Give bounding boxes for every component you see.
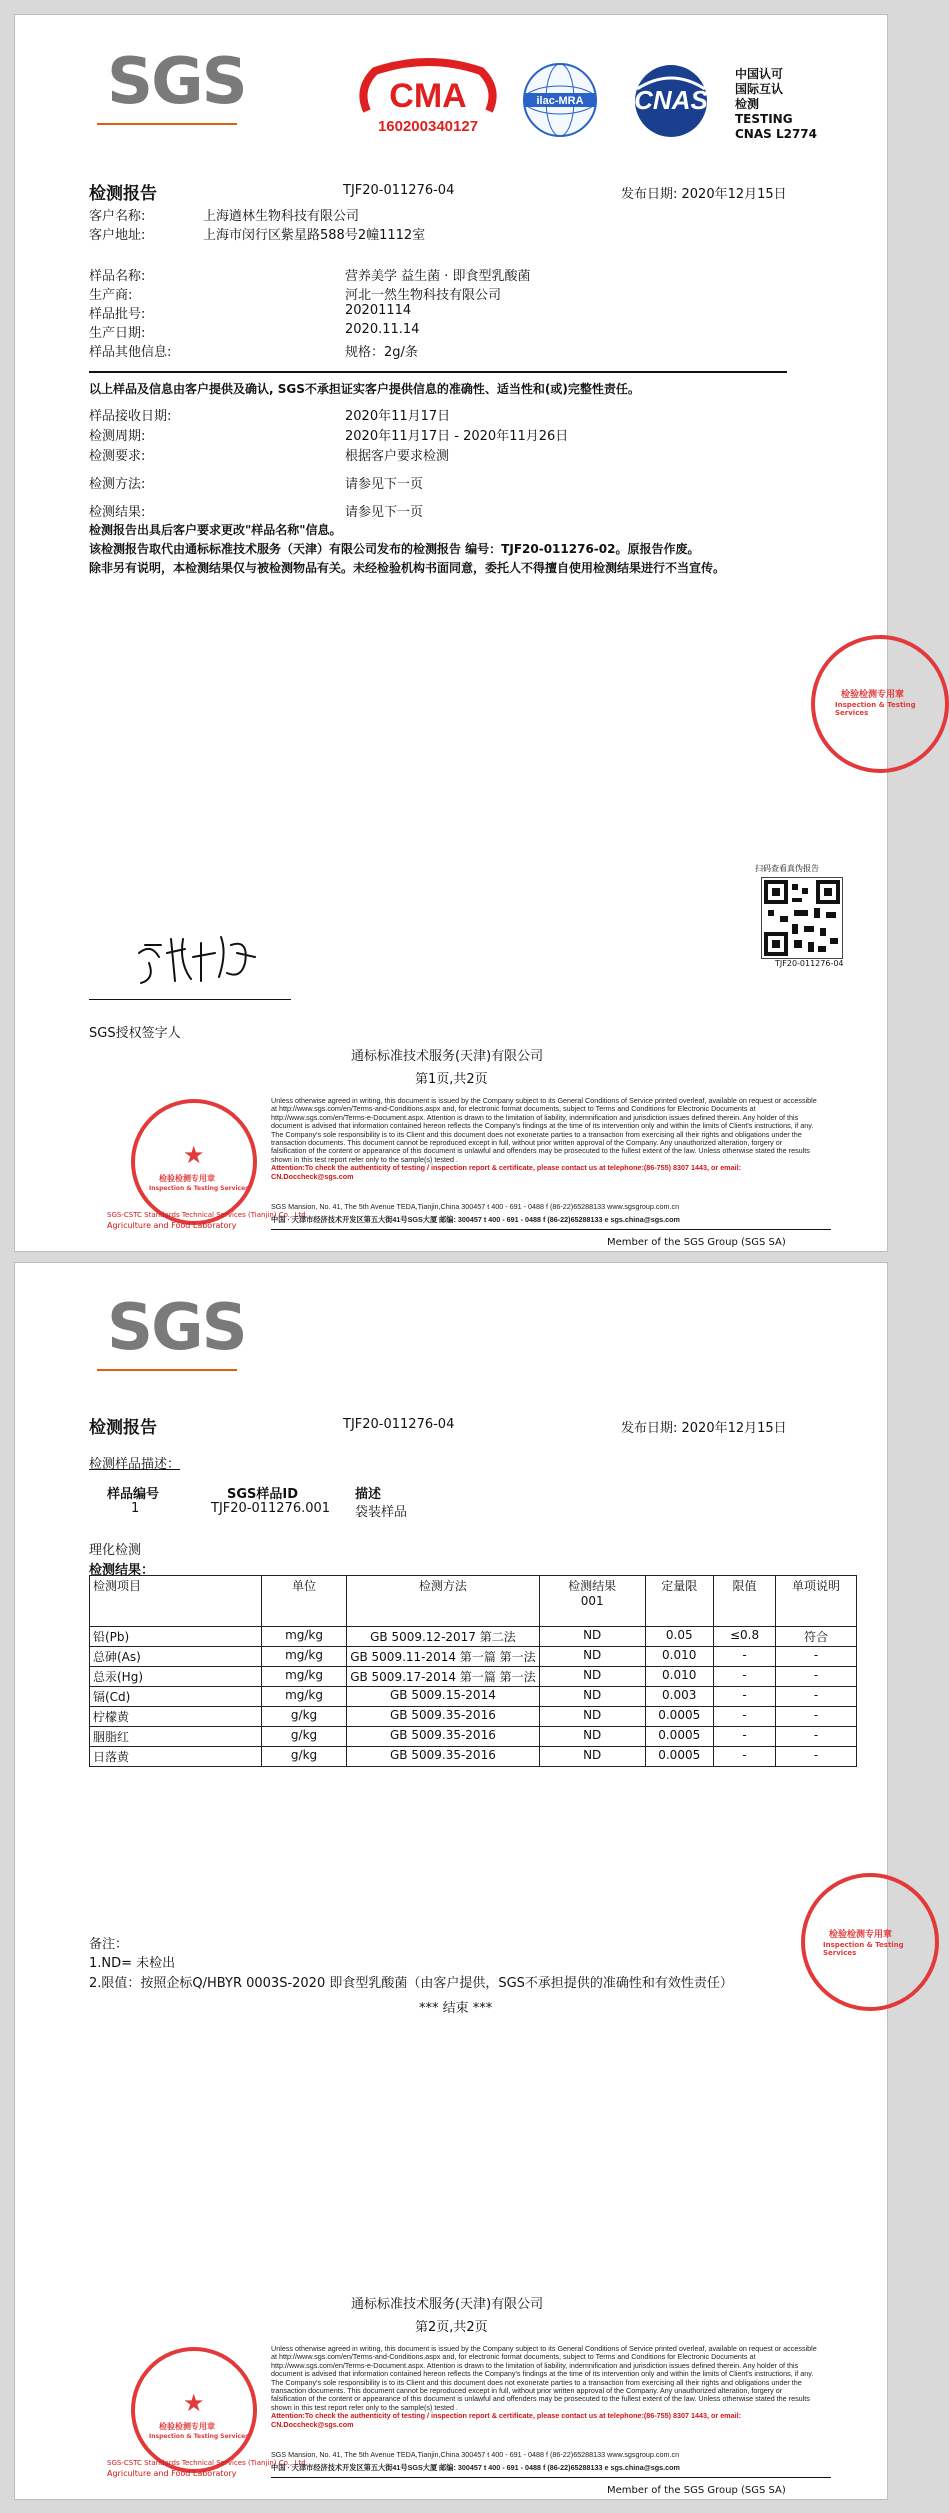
remarks-title: 备注： bbox=[89, 1937, 129, 1952]
cell-unit: mg/kg bbox=[262, 1687, 347, 1707]
report-number: TJF20-011276-04 bbox=[343, 183, 455, 198]
sample-desc: 袋装样品 bbox=[355, 1505, 408, 1520]
cell-unit: g/kg bbox=[262, 1747, 347, 1767]
note-2: 该检测报告取代由通标标准技术服务（天津）有限公司发布的检测报告 编号：TJF20-011276-02。原报告作废。 bbox=[89, 542, 700, 556]
report-number: TJF20-011276-04 bbox=[343, 1417, 455, 1432]
receipt-date: 2020年11月17日 bbox=[345, 409, 451, 424]
star-icon: ★ bbox=[183, 1141, 205, 1169]
cma-mark-icon bbox=[353, 59, 503, 135]
authenticity-attention: Attention:To check the authenticity of testing / inspection report & certificate, please contact us at telephone:(86-755) 8307 1443, or email: CN.Doccheck@sgs.com bbox=[271, 2411, 741, 2429]
lab-sub: Agriculture and Food Laboratory bbox=[107, 2469, 237, 2478]
table-row bbox=[90, 1667, 857, 1687]
report-page-2 bbox=[14, 1262, 904, 2500]
batch-number: 20201114 bbox=[345, 303, 412, 318]
report-notes bbox=[89, 521, 789, 578]
col-result: 检测结果 001 bbox=[539, 1576, 645, 1627]
cma-number: 160200340127 bbox=[377, 118, 479, 135]
table-row bbox=[90, 1687, 857, 1707]
ilac-globe-icon bbox=[519, 61, 601, 139]
cell-item: 日落黄 bbox=[90, 1747, 262, 1767]
col-limit: 限值 bbox=[713, 1576, 775, 1627]
mr-line-3: 检测 bbox=[735, 97, 760, 111]
lab-sub: Agriculture and Food Laboratory bbox=[107, 1221, 237, 1230]
cell-method: GB 5009.15-2014 bbox=[347, 1687, 540, 1707]
test-request-label: 检测要求: bbox=[89, 449, 146, 464]
col-item: 检测项目 bbox=[90, 1576, 262, 1627]
note-1: 检测报告出具后客户要求更改"样品名称"信息。 bbox=[89, 523, 342, 537]
results-table bbox=[89, 1575, 857, 1767]
cell-result: ND bbox=[539, 1647, 645, 1667]
test-result-label: 检测结果: bbox=[89, 505, 146, 520]
cnas-logo bbox=[615, 63, 727, 139]
mutual-recognition-text bbox=[735, 67, 817, 142]
sgs-logo-rule bbox=[97, 1369, 237, 1371]
cell-item: 总砷(As) bbox=[90, 1647, 262, 1667]
svg-text:ilac-MRA: ilac-MRA bbox=[536, 95, 584, 107]
cell-note: - bbox=[776, 1707, 857, 1727]
cell-item: 柠檬黄 bbox=[90, 1707, 262, 1727]
signature-line bbox=[89, 999, 291, 1000]
cell-unit: mg/kg bbox=[262, 1627, 347, 1647]
member-line: Member of the SGS Group (SGS SA) bbox=[607, 1237, 786, 1248]
cell-note: - bbox=[776, 1687, 857, 1707]
results-header-row bbox=[90, 1576, 857, 1627]
note-3: 除非另有说明，本检测结果仅与被检测物品有关。未经检验机构书面同意，委托人不得擅自使用检测结果进行不当宣传。 bbox=[89, 561, 726, 575]
cell-result: ND bbox=[539, 1667, 645, 1687]
table-row bbox=[90, 1727, 857, 1747]
test-method-label: 检测方法: bbox=[89, 477, 146, 492]
other-info-label: 样品其他信息: bbox=[89, 345, 172, 360]
cell-result: ND bbox=[539, 1687, 645, 1707]
cell-result: ND bbox=[539, 1727, 645, 1747]
cell-loq: 0.010 bbox=[645, 1647, 713, 1667]
cell-item: 胭脂红 bbox=[90, 1727, 262, 1747]
page-number: 第2页,共2页 bbox=[415, 2320, 488, 2335]
cell-limit: - bbox=[713, 1707, 775, 1727]
footer-rule bbox=[271, 2477, 831, 2478]
cell-loq: 0.0005 bbox=[645, 1727, 713, 1747]
address-en: SGS Mansion, No. 41, The 5th Avenue TEDA,Tianjin,China 300457 t 400 - 691 - 0488 f (86-22)65288133 www.sgsgroup.com.cn bbox=[271, 1202, 680, 1211]
test-method: 请参见下一页 bbox=[345, 477, 424, 492]
receipt-date-label: 样品接收日期: bbox=[89, 409, 172, 424]
cell-limit: - bbox=[713, 1647, 775, 1667]
test-period-label: 检测周期: bbox=[89, 429, 146, 444]
client-address: 上海市闵行区紫星路588号2幢1112室 bbox=[203, 228, 426, 243]
mr-line-2: 国际互认 bbox=[735, 82, 784, 96]
col-loq: 定量限 bbox=[645, 1576, 713, 1627]
sgs-logo: SGS bbox=[107, 1291, 246, 1365]
cell-limit: - bbox=[713, 1747, 775, 1767]
address-cn: 中国 · 天津市经济技术开发区第五大街41号SGS大厦 邮编: 300457 t 400 - 691 - 0488 f (86-22)65288133 e sgs.china@sgs.com bbox=[271, 2463, 680, 2472]
test-period: 2020年11月17日 - 2020年11月26日 bbox=[345, 429, 569, 444]
cell-loq: 0.0005 bbox=[645, 1707, 713, 1727]
qr-caption: 扫码查看真伪报告 bbox=[755, 864, 819, 873]
qr-code-icon[interactable] bbox=[761, 877, 843, 959]
lab-name: SGS-CSTC Standards Technical Services (Tianjin) Co., Ltd. bbox=[107, 1211, 308, 1219]
ilac-mra-logo bbox=[519, 61, 601, 139]
member-line: Member of the SGS Group (SGS SA) bbox=[607, 2485, 786, 2496]
client-name-label: 客户名称: bbox=[89, 209, 146, 224]
address-en: SGS Mansion, No. 41, The 5th Avenue TEDA,Tianjin,China 300457 t 400 - 691 - 0488 f (86-22)65288133 www.sgsgroup.com.cn bbox=[271, 2450, 680, 2459]
footer-rule bbox=[271, 1229, 831, 1230]
cell-method: GB 5009.35-2016 bbox=[347, 1747, 540, 1767]
report-title: 检测报告 bbox=[89, 1418, 157, 1438]
footer-seal-stamp: ★ 检验检测专用章 Inspection & Testing Services bbox=[131, 1099, 257, 1225]
cell-method: GB 5009.35-2016 bbox=[347, 1727, 540, 1747]
cell-result: ND bbox=[539, 1707, 645, 1727]
cell-loq: 0.003 bbox=[645, 1687, 713, 1707]
cell-limit: - bbox=[713, 1727, 775, 1747]
client-name: 上海遒林生物科技有限公司 bbox=[203, 209, 360, 224]
sample-name: 营养美学 益生菌 · 即食型乳酸菌 bbox=[345, 269, 531, 284]
footer-seal-stamp: ★ 检验检测专用章 Inspection & Testing Services bbox=[131, 2347, 257, 2473]
cma-logo bbox=[353, 59, 503, 135]
authenticity-attention: Attention:To check the authenticity of testing / inspection report & certificate, please contact us at telephone:(86-755) 8307 1443, or email: CN.Doccheck@sgs.com bbox=[271, 1163, 741, 1181]
cma-letters: CMA bbox=[389, 77, 467, 115]
cell-unit: mg/kg bbox=[262, 1667, 347, 1687]
signature-image bbox=[131, 923, 261, 997]
cell-loq: 0.010 bbox=[645, 1667, 713, 1687]
cell-unit: g/kg bbox=[262, 1727, 347, 1747]
test-request: 根据客户要求检测 bbox=[345, 449, 450, 464]
signatory-label: SGS授权签字人 bbox=[89, 1026, 181, 1041]
cell-note: - bbox=[776, 1647, 857, 1667]
lab-name: SGS-CSTC Standards Technical Services (Tianjin) Co., Ltd. bbox=[107, 2459, 308, 2467]
cell-note: - bbox=[776, 1667, 857, 1687]
test-category: 理化检测 bbox=[89, 1543, 142, 1558]
production-date: 2020.11.14 bbox=[345, 322, 420, 337]
table-row bbox=[90, 1647, 857, 1667]
mr-line-5: CNAS L2774 bbox=[735, 127, 818, 141]
cnas-mark-icon bbox=[615, 63, 727, 139]
mr-line-1: 中国认可 bbox=[735, 67, 784, 81]
cell-result: ND bbox=[539, 1627, 645, 1647]
results-body bbox=[90, 1627, 857, 1767]
sample-no: 1 bbox=[131, 1501, 140, 1516]
address-cn: 中国 · 天津市经济技术开发区第五大街41号SGS大厦 邮编: 300457 t 400 - 691 - 0488 f (86-22)65288133 e sgs.china@sgs.com bbox=[271, 1215, 680, 1224]
cell-method: GB 5009.17-2014 第一篇 第一法 bbox=[347, 1667, 540, 1687]
handwritten-signature-icon bbox=[131, 923, 261, 993]
cell-method: GB 5009.12-2017 第二法 bbox=[347, 1627, 540, 1647]
cell-result: ND bbox=[539, 1747, 645, 1767]
qr-report-number: TJF20-011276-04 bbox=[775, 959, 844, 968]
manufacturer: 河北一然生物科技有限公司 bbox=[345, 288, 502, 303]
page-number: 第1页,共2页 bbox=[415, 1072, 488, 1087]
cell-limit: - bbox=[713, 1687, 775, 1707]
production-date-label: 生产日期: bbox=[89, 326, 146, 341]
sgs-logo-rule bbox=[97, 123, 237, 125]
issue-date: 发布日期: 2020年12月15日 bbox=[621, 187, 787, 202]
cell-loq: 0.0005 bbox=[645, 1747, 713, 1767]
col-method: 检测方法 bbox=[347, 1576, 540, 1627]
table-row bbox=[90, 1707, 857, 1727]
remark-1: 1.ND= 未检出 bbox=[89, 1956, 176, 1971]
end-mark: *** 结束 *** bbox=[419, 2001, 493, 2016]
cell-method: GB 5009.35-2016 bbox=[347, 1707, 540, 1727]
svg-text:CNAS: CNAS bbox=[634, 85, 708, 115]
batch-label: 样品批号: bbox=[89, 307, 146, 322]
desc-header: 描述 bbox=[355, 1487, 382, 1502]
company-name: 通标标准技术服务(天津)有限公司 bbox=[351, 2297, 544, 2312]
cell-item: 镉(Cd) bbox=[90, 1687, 262, 1707]
cell-loq: 0.05 bbox=[645, 1627, 713, 1647]
section-rule bbox=[89, 371, 787, 373]
col-unit: 单位 bbox=[262, 1576, 347, 1627]
seal-stamp-right: 检验检测专用章 Inspection & Testing Services bbox=[801, 1873, 939, 2011]
cell-note: 符合 bbox=[776, 1627, 857, 1647]
cell-limit: ≤0.8 bbox=[713, 1627, 775, 1647]
cell-limit: - bbox=[713, 1667, 775, 1687]
cell-item: 铅(Pb) bbox=[90, 1627, 262, 1647]
sample-no-header: 样品编号 bbox=[107, 1487, 160, 1502]
client-address-label: 客户地址: bbox=[89, 228, 146, 243]
mr-line-4: TESTING bbox=[735, 112, 793, 126]
remark-2: 2.限值：按照企标Q/HBYR 0003S-2020 即食型乳酸菌（由客户提供，SGS不承担提供的准确性和有效性责任） bbox=[89, 1976, 733, 1991]
table-row bbox=[90, 1627, 857, 1647]
terms-text: Unless otherwise agreed in writing, this document is issued by the Company subject to its General Conditions of Service printed overleaf, available on request or accessible at http://www.sgs.com/en/Terms-and-Conditions.aspx and, for electronic format documents, subject to Terms and Conditions for Electronic Documents at http://www.sgs.com/en/Terms-e-Document.aspx. Attention is drawn to the limitation of liability, indemnification and jurisdiction issues defined therein. Any holder of this document is advised that information contained hereon reflects the Company's findings at the time of its intervention only and within the limits of Client's instructions, if any. The Company's sole responsibility is to its Client and this document does not exonerate parties to a transaction from exercising all their rights and obligations under the transaction documents. This document cannot be reproduced except in full, without prior written approval of the Company. Any unauthorized alteration, forgery or falsification of the content or appearance of this document is unlawful and offenders may be prosecuted to the fullest extent of the law. Unless otherwise stated the results shown in this test report refer only to the sample(s) tested . Attention:To check the authenticity of testing / inspection report & certificate, please contact us at telephone:(86-755) 8307 1443, or email: CN.Doccheck@sgs.com bbox=[271, 2345, 819, 2429]
cell-note: - bbox=[776, 1727, 857, 1747]
test-result: 请参见下一页 bbox=[345, 505, 424, 520]
client-info-disclaimer: 以上样品及信息由客户提供及确认, SGS不承担证实客户提供信息的准确性、适当性和(或)完整性责任。 bbox=[89, 382, 640, 396]
manufacturer-label: 生产商: bbox=[89, 288, 133, 303]
terms-text: Unless otherwise agreed in writing, this document is issued by the Company subject to its General Conditions of Service printed overleaf, available on request or accessible at http://www.sgs.com/en/Terms-and-Conditions.aspx and, for electronic format documents, subject to Terms and Conditions for Electronic Documents at http://www.sgs.com/en/Terms-e-Document.aspx. Attention is drawn to the limitation of liability, indemnification and jurisdiction issues defined therein. Any holder of this document is advised that information contained hereon reflects the Company's findings at the time of its intervention only and within the limits of Client's instructions, if any. The Company's sole responsibility is to its Client and this document does not exonerate parties to a transaction from exercising all their rights and obligations under the transaction documents. This document cannot be reproduced except in full, without prior written approval of the Company. Any unauthorized alteration, forgery or falsification of the content or appearance of this document is unlawful and offenders may be prosecuted to the fullest extent of the law. Unless otherwise stated the results shown in this test report refer only to the sample(s) tested . Attention:To check the authenticity of testing / inspection report & certificate, please contact us at telephone:(86-755) 8307 1443, or email: CN.Doccheck@sgs.com bbox=[271, 1097, 819, 1181]
sgs-sample-id: TJF20-011276.001 bbox=[211, 1501, 331, 1516]
sample-name-label: 样品名称: bbox=[89, 269, 146, 284]
table-row bbox=[90, 1747, 857, 1767]
star-icon: ★ bbox=[183, 2389, 205, 2417]
issue-date: 发布日期: 2020年12月15日 bbox=[621, 1421, 787, 1436]
cell-unit: g/kg bbox=[262, 1707, 347, 1727]
cell-note: - bbox=[776, 1747, 857, 1767]
report-title: 检测报告 bbox=[89, 184, 157, 204]
company-name: 通标标准技术服务(天津)有限公司 bbox=[351, 1049, 544, 1064]
cell-method: GB 5009.11-2014 第一篇 第一法 bbox=[347, 1647, 540, 1667]
report-page-1 bbox=[14, 14, 916, 1252]
col-note: 单项说明 bbox=[776, 1576, 857, 1627]
sgs-sample-id-header: SGS样品ID bbox=[227, 1487, 299, 1502]
other-info: 规格：2g/条 bbox=[345, 345, 418, 360]
cell-unit: mg/kg bbox=[262, 1647, 347, 1667]
cell-item: 总汞(Hg) bbox=[90, 1667, 262, 1687]
results-title: 检测结果： bbox=[89, 1563, 155, 1578]
sgs-logo: SGS bbox=[107, 45, 246, 119]
seal-stamp-right: 检验检测专用章 Inspection & Testing Services bbox=[811, 635, 949, 773]
sample-desc-title: 检测样品描述： bbox=[89, 1457, 181, 1472]
